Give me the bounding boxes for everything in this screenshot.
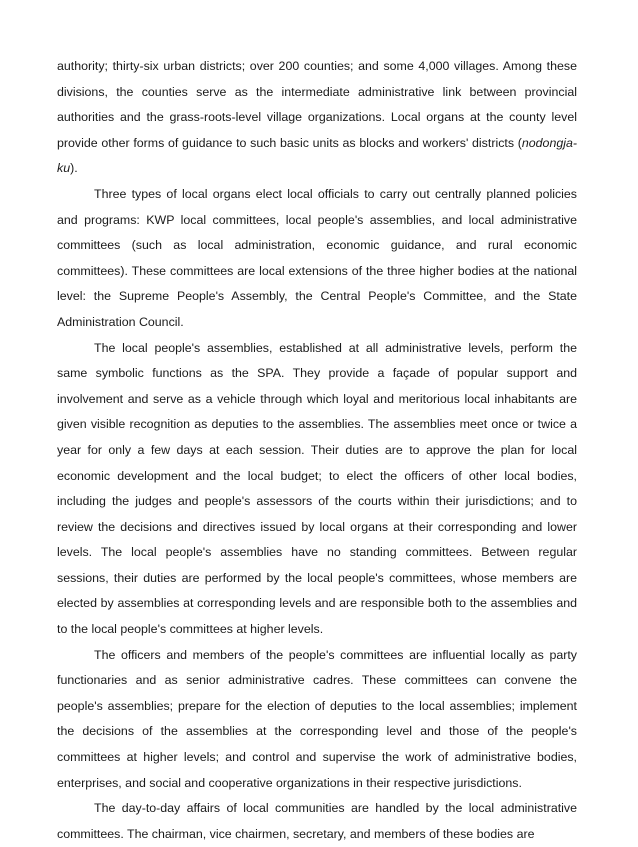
paragraph-text: authority; thirty-six urban districts; over 200 counties; and some 4,000 villages. Among these divisions, the counties serve as the intermediate administrative link between provincial authorities and the grass-roots-level village organizations. Local organs at the county level provide other forms of guidance to such basic units as blocks and workers' districts ( — [57, 59, 577, 150]
paragraph-local-organs: Three types of local organs elect local officials to carry out centrally planned policies and programs: KWP local committees, local people's assemblies, and local administrative committees (such as local administration, economic guidance, and rural economic committees). These committees are local extensions of the three higher bodies at the national level: the Supreme People's Assembly, the Central People's Committee, and the State Administration Council. — [57, 186, 577, 329]
paragraph-text-end: ). — [70, 161, 78, 176]
paragraph-administrative-committees: The day-to-day affairs of local communities are handled by the local administrative committees. The chairman, vice chairmen, secretary, and members of these bodies are — [57, 801, 577, 841]
paragraph-peoples-committees: The officers and members of the people's committees are influential locally as party functionaries and as senior administrative cadres. These committees can convene the people's assemblies; prepare for the election of deputies to the local assemblies; implement the decisions of the assemblies at the corresponding level and those of the people's committees at higher levels; and control and supervise the work of administrative bodies, enterprises, and social and cooperative organizations in their respective jurisdictions. — [57, 647, 577, 790]
paragraph-administrative-divisions — [57, 54, 577, 182]
paragraph-peoples-assemblies: The local people's assemblies, established at all administrative levels, perform the same symbolic functions as the SPA. They provide a façade of popular support and involvement and serve as a vehicle through which loyal and meritorious local inhabitants are given visible recognition as deputies to the assemblies. The assemblies meet once or twice a year for only a few days at each session. Their duties are to approve the plan for local economic development and the local budget; to elect the officers of other local bodies, including the judges and people's assessors of the courts within their jurisdictions; and to review the decisions and directives issued by local organs at their corresponding and lower levels. The local people's assemblies have no standing committees. Between regular sessions, their duties are performed by the local people's committees, whose members are elected by assemblies at corresponding levels and are responsible both to the assemblies and to the local people's committees at higher levels. — [57, 340, 577, 637]
document-page — [57, 54, 577, 847]
italic-term: nodongja-ku — [57, 135, 577, 176]
